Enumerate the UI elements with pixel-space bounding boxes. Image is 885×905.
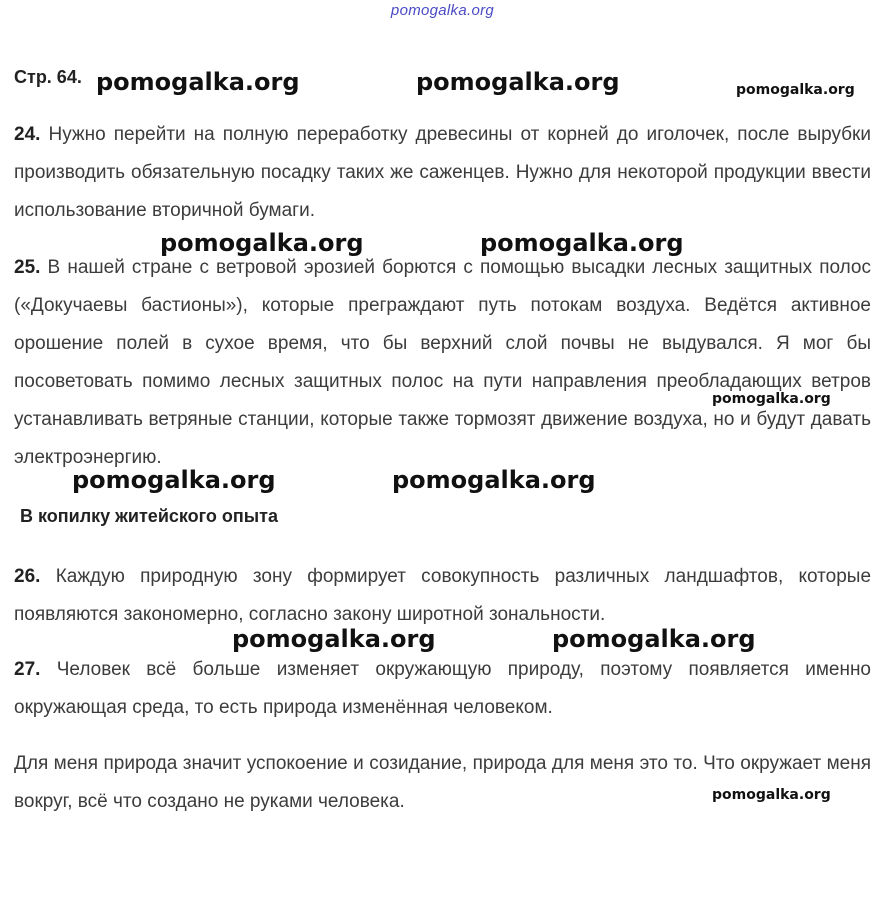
watermark: pomogalka.org	[416, 68, 620, 96]
watermark: pomogalka.org	[552, 625, 756, 653]
watermark: pomogalka.org	[72, 466, 276, 494]
watermark: pomogalka.org	[480, 229, 684, 257]
answer-number: 25.	[14, 257, 41, 278]
answer-number: 26.	[14, 566, 41, 587]
watermark: pomogalka.org	[232, 625, 436, 653]
answer-26	[14, 558, 871, 634]
closing-paragraph: Для меня природа значит успокоение и созидание, природа для меня это то. Что окружает меня вокруг, всё что создано не руками человека.	[14, 753, 871, 812]
site-watermark-top: pomogalka.org	[390, 2, 495, 19]
answer-number: 27.	[14, 659, 41, 680]
answer-25	[14, 249, 871, 477]
answer-text: Каждую природную зону формирует совокупность различных ландшафтов, которые появляются закономерно, согласно закону широтной зональности.	[14, 566, 872, 625]
watermark: pomogalka.org	[712, 391, 831, 407]
watermark: pomogalka.org	[392, 466, 596, 494]
answer-text: Человек всё больше изменяет окружающую природу, поэтому появляется именно окружающая среда, то есть природа изменённая человеком.	[14, 659, 871, 718]
answer-text: Нужно перейти на полную переработку древесины от корней до иголочек, после вырубки производить обязательную посадку таких же саженцев. Нужно для некоторой продукции ввести использование вторичной бумаги.	[14, 124, 871, 221]
watermark: pomogalka.org	[712, 787, 831, 803]
answer-27	[14, 651, 871, 727]
section-heading: В копилку житейского опыта	[20, 506, 278, 526]
watermark: pomogalka.org	[736, 82, 855, 98]
answer-text: В нашей стране с ветровой эрозией борются с помощью высадки лесных защитных полос («Докучаевы бастионы»), которые преграждают путь потокам воздуха. Ведётся активное орошение полей в сухое время, что бы верхний слой почвы не выдувался. Я мог бы посоветовать помимо лесных защитных полос на пути направления преобладающих ветров устанавливать ветряные станции, которые также тормозят движение воздуха, но и будут давать электроэнергию.	[14, 257, 872, 468]
watermark: pomogalka.org	[160, 229, 364, 257]
watermark: pomogalka.org	[96, 68, 300, 96]
answer-number: 24.	[14, 124, 41, 145]
answer-24	[14, 116, 871, 230]
page-reference: Стр. 64.	[14, 67, 82, 87]
